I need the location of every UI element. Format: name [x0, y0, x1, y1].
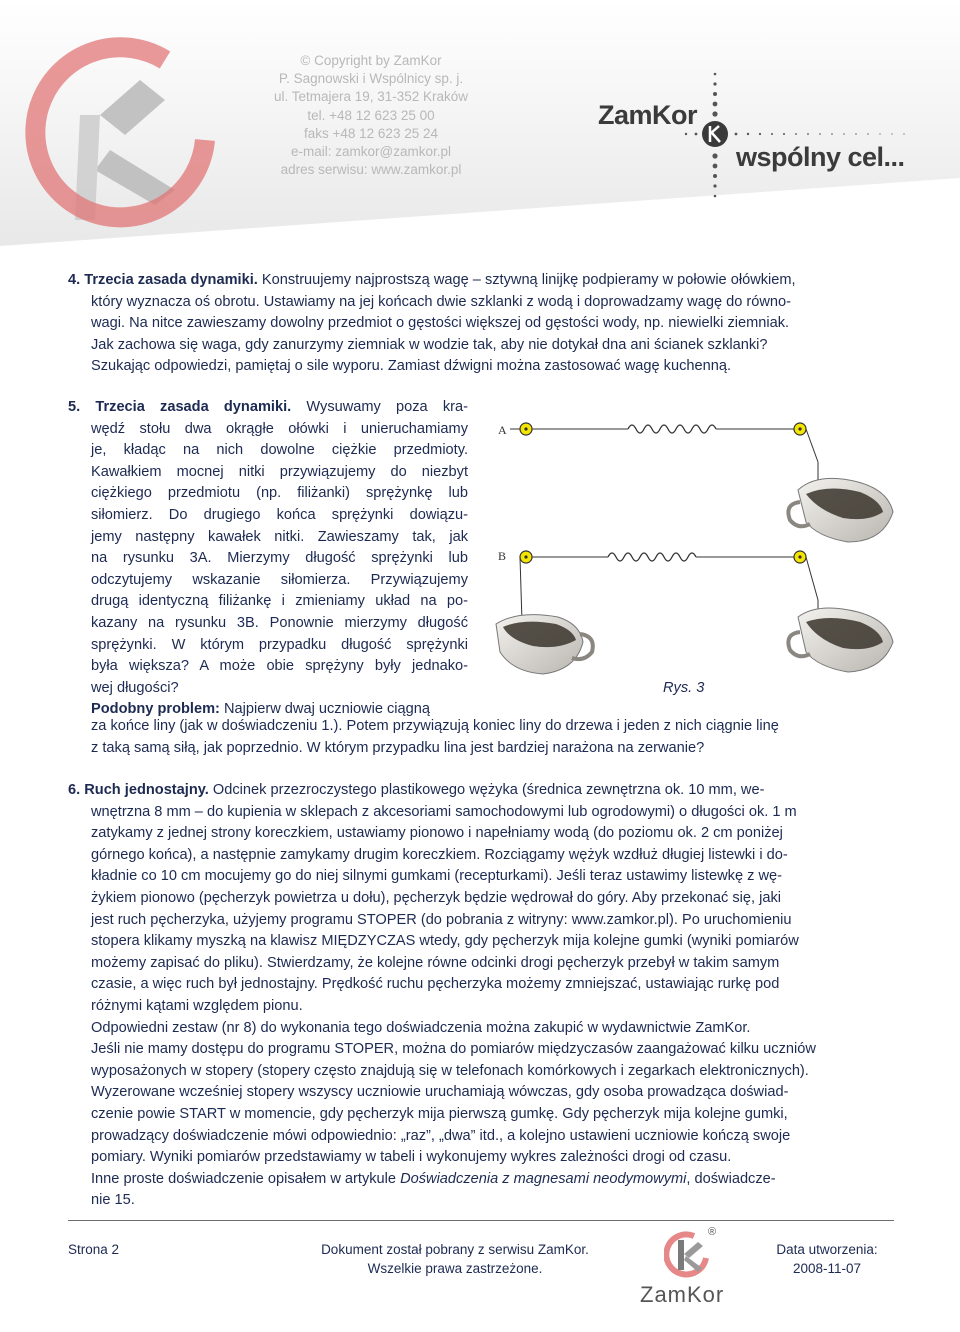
- cup-b-left: [496, 615, 593, 674]
- footer-brand: ZamKor: [640, 1282, 725, 1307]
- text-line: Konstruujemy najprostszą wagę – sztywną linijkę podpieramy w połowie ołówkiem,: [257, 272, 796, 288]
- text-line: górnego końca), a następnie zamykamy drugim koreczkiem. Rozciągamy wężyk wzdłuż długiej listewki i do-: [91, 846, 788, 863]
- text-line: na rysunku 3A. Mierzymy długość sprężynki lub: [91, 550, 468, 567]
- copyright-line: © Copyright by ZamKor: [300, 53, 442, 68]
- article-title: Doświadczenia z magnesami neodymowymi: [400, 1170, 687, 1187]
- problem-label: Podobny problem:: [91, 701, 220, 718]
- item-title: Trzecia zasada dynamiki.: [84, 272, 258, 288]
- text-line-with-italic: [68, 1169, 894, 1191]
- text-line: Jeśli nie mamy dostępu do programu STOPER, można do pomiarów międzyczasów zaangażować kilku uczniów: [91, 1041, 816, 1058]
- text-line: Najpierw dwaj uczniowie ciągną: [219, 701, 431, 718]
- brand-dots-cross: [596, 62, 926, 212]
- item-title: Ruch jednostajny.: [84, 782, 209, 798]
- footer-k-icon: [664, 1230, 712, 1278]
- notice-line: Dokument został pobrany z serwisu ZamKor.: [321, 1242, 589, 1257]
- cup-b-right: [788, 608, 893, 672]
- zamkor-k-logo: [0, 0, 260, 250]
- brand-logo: [596, 62, 926, 212]
- text-line: odczytujemy wskazanie siłomierza. Przywiązujemy: [91, 571, 468, 588]
- text-line: była większa? A może obie sprężyny były jednako-: [91, 658, 468, 675]
- text-line: pomiary. Wyniki pomiarów przedstawiamy w tabeli i wykonujemy wykres zależności drogi od czasu.: [91, 1149, 732, 1166]
- email-line: e-mail: zamkor@zamkor.pl: [291, 144, 451, 160]
- spring-a: [628, 425, 716, 433]
- fax-line: faks +48 12 623 25 24: [304, 125, 438, 141]
- footer-notice: [300, 1240, 610, 1278]
- text-line: stopera klikamy myszką na klawisz MIĘDZYCZAS wtedy, gdy pęcherzyk mija kolejne gumki (wyniki pomiarów: [91, 933, 799, 950]
- text-line: jemy następny kawałek nitki. Zawieszamy tak, jak: [91, 528, 468, 545]
- text-fragment: Inne proste doświadczenie opisałem w artykule: [91, 1170, 401, 1187]
- brand-name: ZamKor: [598, 100, 698, 130]
- brand-tagline: wspólny cel...: [736, 142, 905, 172]
- label-b: B: [498, 549, 507, 563]
- notice-line: Wszelkie prawa zastrzeżone.: [367, 1261, 543, 1276]
- text-line: Odpowiedni zestaw (nr 8) do wykonania tego doświadczenia można zakupić w wydawnictwie ZamKor.: [91, 1019, 751, 1036]
- address-line: ul. Tetmajera 19, 31-352 Kraków: [273, 89, 469, 105]
- text-line: jest ruch pęcherzyka, użyjemy programu STOPER (do pobrania z witryny: www.zamkor.pl). Po uruchomieniu: [91, 911, 792, 928]
- text-line: wej długości?: [91, 679, 179, 696]
- item-title: Trzecia zasada dynamiki.: [95, 399, 292, 415]
- text-line: Wyzerowane wcześniej stopery wszyscy uczniowie uruchamiają wówczas, gdy osoba prowadząca doświad-: [91, 1084, 789, 1101]
- text-line: wagi. Na nitce zawieszamy dowolny przedmiot o gęstości większej od gęstości wody, np. niewielki ziemniak.: [91, 315, 790, 332]
- section-4: [68, 270, 894, 378]
- text-line: Odcinek przezroczystego plastikowego wężyka (średnica zewnętrzna ok. 10 mm, we-: [208, 782, 765, 798]
- section-6-first-line: [68, 780, 894, 802]
- item-number: 4.: [68, 272, 81, 288]
- label-a: A: [498, 423, 507, 437]
- text-line: kładnie co 10 cm mocujemy go do niej silnymi gumkami (recepturkami). Jeśli teraz ustawimy listewkę z wę-: [91, 868, 782, 885]
- company-name: P. Sagnowski i Wspólnicy sp. j.: [278, 71, 464, 87]
- text-line: prowadzący doświadczenie mówi odpowiednio: „raz”, „dwa” itd., a kolejno ustawieni uczniowie kończą swoje: [91, 1127, 791, 1144]
- text-line: wnętrzna 8 mm – do kupienia w sklepach z akcesoriami samochodowymi lub ogrodowymi) o długości ok. 1 m: [91, 803, 797, 820]
- date-label: Data utworzenia:: [776, 1242, 878, 1257]
- spring-b: [608, 553, 696, 561]
- setup-b: [496, 549, 893, 674]
- registered-mark: ®: [708, 1226, 717, 1238]
- footer-logo: [636, 1226, 736, 1316]
- section-6: [68, 780, 894, 1212]
- section-5: [68, 397, 468, 721]
- figure-3: [488, 412, 898, 682]
- text-line: drugą identyczną filiżankę i zmieniamy układ na po-: [91, 593, 468, 610]
- text-line: ciężkiego przedmiotu (np. filiżanki) sprężynkę lub: [91, 485, 468, 502]
- section-4-first-line: [68, 270, 894, 292]
- text-fragment: , doświadcze-: [686, 1170, 776, 1187]
- phone-line: tel. +48 12 623 25 00: [307, 107, 435, 123]
- section-5-problem: [68, 716, 894, 759]
- item-number: 5.: [68, 399, 81, 415]
- text-line: możemy zapisać do pliku). Stwierdzamy, że kolejne równe odcinki drogi pęcherzyk przebył w takim samym: [91, 954, 780, 971]
- text-line: wędź stołu dwa okrągłe ołówki i unieruchamiamy: [91, 420, 468, 437]
- section-5-first-line: [68, 397, 468, 419]
- text-line: sprężynki. W którym przypadku długość sprężynki: [91, 636, 468, 653]
- text-line: zatykamy z jednej strony koreczkiem, ustawiamy pionowo i napełniamy wodą (do poziomu ok. 2 cm poniżej: [91, 825, 783, 842]
- text-line: kazany na rysunku 3B. Ponownie mierzymy długość: [91, 614, 468, 631]
- text-line: różnymi kątami względem pionu.: [91, 997, 303, 1014]
- website-line: adres serwisu: www.zamkor.pl: [280, 162, 462, 178]
- cup-a: [788, 478, 893, 542]
- footer-date: [760, 1240, 894, 1278]
- setup-a: [498, 423, 893, 542]
- text-line: który wyznacza oś obrotu. Ustawiamy na jej końcach dwie szklanki z wodą i doprowadzamy wagę do równo-: [91, 293, 792, 310]
- text-line: Wysuwamy poza kra-: [291, 399, 468, 415]
- text-line: je, kładąc na nich dowolne ciężkie przedmioty.: [91, 442, 468, 459]
- text-line: czasie, a więc ruch był jednostajny. Prędkość ruchu pęcherzyka możemy zmniejszać, ustawiając rurkę pod: [91, 976, 780, 993]
- text-line: za końce liny (jak w doświadczeniu 1.). Potem przywiązują koniec liny do drzewa i jeden z nich ciągnie linę: [91, 718, 779, 734]
- date-value: 2008-11-07: [792, 1261, 862, 1276]
- copyright-block: [256, 52, 486, 179]
- text-line: wyposażonych w stopery (stopery często znajdują się w telefonach komórkowych i zegarkach elektronicznych).: [91, 1062, 809, 1079]
- footer-divider: [68, 1220, 894, 1221]
- item-number: 6.: [68, 782, 81, 798]
- text-line: z taką samą siłą, jak poprzednio. W którym przypadku lina jest bardziej narażona na zerwanie?: [91, 739, 705, 756]
- figure-caption: Rys. 3: [663, 680, 705, 696]
- text-line: Szukając odpowiedzi, pamiętaj o sile wyporu. Zamiast dźwigni można zastosować wagę kuchenną.: [91, 358, 732, 375]
- text-line: nie 15.: [91, 1192, 135, 1209]
- text-line: Jak zachowa się waga, gdy zanurzymy ziemniak w wodzie tak, aby nie dotykał dna ani ścianek szklanki?: [91, 336, 768, 353]
- page-number: Strona 2: [68, 1242, 120, 1257]
- text-line: siłomierz. Do drugiego końca sprężynki dowiązu-: [91, 506, 468, 523]
- text-line: Kawałkiem mocnej nitki przywiązujemy do niezbyt: [91, 463, 468, 480]
- text-line: czenie powie START w momencie, gdy pęcherzyk mija pierwszą gumkę. Gdy pęcherzyk mija kolejne gumki,: [91, 1105, 788, 1122]
- text-line: żykiem pionowo (pęcherzyk powietrza u dołu), pęcherzyk będzie wędrował do góry. Aby przekonać się, jaki: [91, 889, 782, 906]
